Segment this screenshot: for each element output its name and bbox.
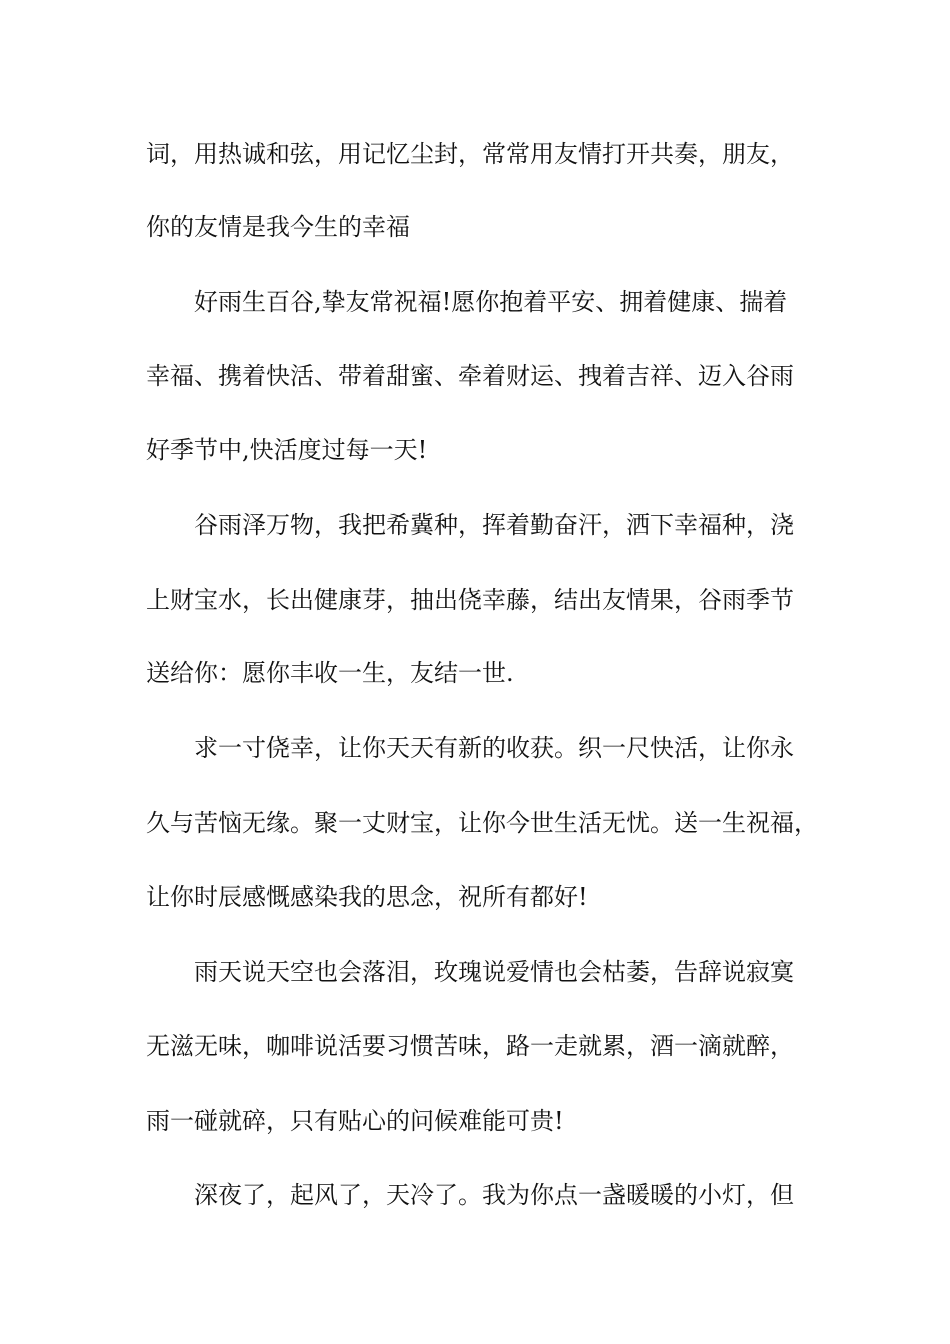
text-line: 久与苦恼无缘。聚一丈财宝，让你今世生活无忧。送一生祝福， <box>146 809 818 837</box>
paragraph-first-line: 深夜了，起风了，天冷了。我为你点一盏暖暖的小灯，但 <box>194 1181 794 1209</box>
text-line: 雨一碰就碎，只有贴心的问候难能可贵! <box>146 1107 564 1135</box>
text-line: 无滋无味，咖啡说活要习惯苦味，路一走就累，酒一滴就醉， <box>146 1032 794 1060</box>
text-line: 幸福、携着快活、带着甜蜜、牵着财运、拽着吉祥、迈入谷雨 <box>146 362 794 390</box>
paragraph-first-line: 谷雨泽万物，我把希冀种，挥着勤奋汗，洒下幸福种，浇 <box>194 511 794 539</box>
text-line: 上财宝水，长出健康芽，抽出侥幸藤，结出友情果，谷雨季节 <box>146 586 794 614</box>
text-line: 送给你：愿你丰收一生，友结一世. <box>146 659 514 687</box>
paragraph-first-line: 好雨生百谷,挚友常祝福!愿你抱着平安、拥着健康、揣着 <box>194 288 788 316</box>
text-line: 词，用热诚和弦，用记忆尘封，常常用友情打开共奏，朋友， <box>146 140 794 168</box>
paragraph-first-line: 求一寸侥幸，让你天天有新的收获。织一尺快活，让你永 <box>194 734 794 762</box>
text-line: 你的友情是我今生的幸福 <box>146 213 410 241</box>
text-line: 让你时辰感慨感染我的思念，祝所有都好! <box>146 883 588 911</box>
text-line: 好季节中,快活度过每一天! <box>146 436 428 464</box>
paragraph-first-line: 雨天说天空也会落泪，玫瑰说爱情也会枯萎，告辞说寂寞 <box>194 958 794 986</box>
